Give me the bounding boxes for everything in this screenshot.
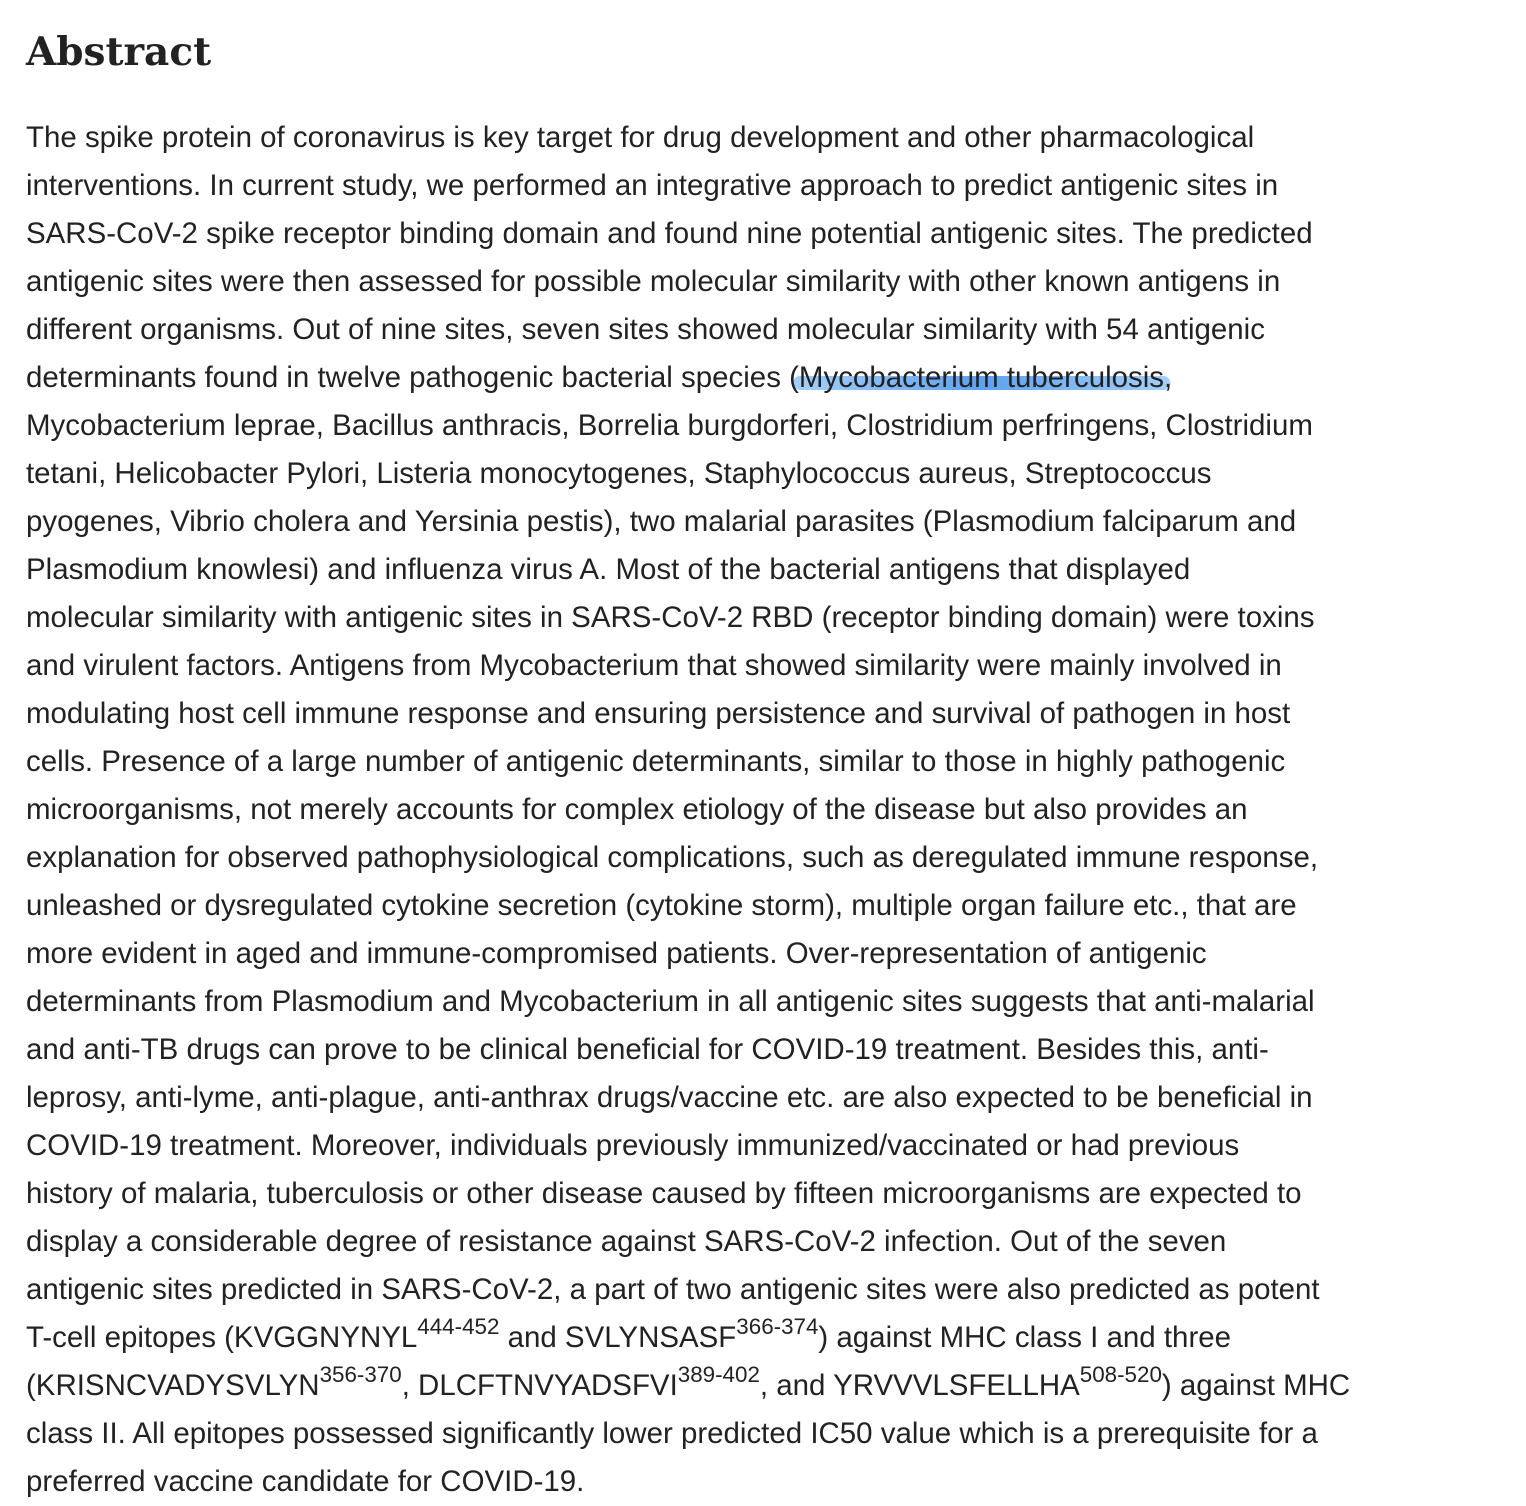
abstract-line: explanation for observed pathophysiological complications, such as deregulated immune response, bbox=[26, 841, 1319, 874]
abstract-line: pyogenes, Vibrio cholera and Yersinia pestis), two malarial parasites (Plasmodium falciparum and bbox=[26, 505, 1297, 538]
abstract-line: microorganisms, not merely accounts for complex etiology of the disease but also provides an bbox=[26, 793, 1248, 826]
abstract-line: different organisms. Out of nine sites, seven sites showed molecular similarity with 54 antigenic bbox=[26, 313, 1265, 346]
abstract-body bbox=[26, 114, 1506, 1506]
abstract-line: COVID-19 treatment. Moreover, individuals previously immunized/vaccinated or had previous bbox=[26, 1129, 1240, 1162]
abstract-text: , and YRVVVLSFELLHA bbox=[759, 1369, 1080, 1402]
abstract-text: ) against MHC bbox=[1161, 1369, 1351, 1402]
abstract-line bbox=[26, 1314, 1504, 1362]
epitope-range-superscript: 366-374 bbox=[736, 1314, 819, 1339]
epitope-range-superscript: 356-370 bbox=[319, 1362, 402, 1387]
abstract-line: history of malaria, tuberculosis or other disease caused by fifteen microorganisms are expected to bbox=[26, 1177, 1302, 1210]
abstract-text: determinants found in twelve pathogenic bacterial species ( bbox=[26, 361, 799, 394]
abstract-line bbox=[26, 354, 1504, 402]
abstract-line: SARS-CoV-2 spike receptor binding domain and found nine potential antigenic sites. The predicted bbox=[26, 217, 1313, 250]
abstract-line: leprosy, anti-lyme, anti-plague, anti-anthrax drugs/vaccine etc. are also expected to be beneficial in bbox=[26, 1081, 1313, 1114]
abstract-line: modulating host cell immune response and ensuring persistence and survival of pathogen in host bbox=[26, 697, 1291, 730]
epitope-range-superscript: 444-452 bbox=[417, 1314, 500, 1339]
abstract-section bbox=[26, 28, 1506, 1506]
abstract-line: tetani, Helicobacter Pylori, Listeria monocytogenes, Staphylococcus aureus, Streptococcus bbox=[26, 457, 1212, 490]
abstract-line: display a considerable degree of resistance against SARS-CoV-2 infection. Out of the seven bbox=[26, 1225, 1227, 1258]
abstract-line: antigenic sites predicted in SARS-CoV-2, a part of two antigenic sites were also predicted as potent bbox=[26, 1273, 1320, 1306]
abstract-text: , DLCFTNVYADSFVI bbox=[401, 1369, 678, 1402]
epitope-range-superscript: 389-402 bbox=[677, 1362, 760, 1387]
abstract-line: Plasmodium knowlesi) and influenza virus A. Most of the bacterial antigens that displayed bbox=[26, 553, 1191, 586]
abstract-text: (KRISNCVADYSVLYN bbox=[26, 1369, 320, 1402]
abstract-line: more evident in aged and immune-compromised patients. Over-representation of antigenic bbox=[26, 937, 1207, 970]
epitope-range-superscript: 508-520 bbox=[1079, 1362, 1162, 1387]
abstract-line: unleashed or dysregulated cytokine secretion (cytokine storm), multiple organ failure etc., that are bbox=[26, 889, 1297, 922]
abstract-text: , bbox=[1164, 361, 1173, 394]
abstract-text: ) against MHC class I and three bbox=[818, 1321, 1232, 1354]
abstract-heading: Abstract bbox=[26, 29, 212, 75]
abstract-line: and virulent factors. Antigens from Mycobacterium that showed similarity were mainly involved in bbox=[26, 649, 1282, 682]
abstract-line: and anti-TB drugs can prove to be clinical beneficial for COVID-19 treatment. Besides this, anti- bbox=[26, 1033, 1269, 1066]
abstract-text: and SVLYNSASF bbox=[499, 1321, 737, 1354]
abstract-line: class II. All epitopes possessed significantly lower predicted IC50 value which is a prerequisite for a bbox=[26, 1417, 1318, 1450]
abstract-line: determinants from Plasmodium and Mycobacterium in all antigenic sites suggests that anti-malarial bbox=[26, 985, 1315, 1018]
abstract-line: antigenic sites were then assessed for possible molecular similarity with other known antigens in bbox=[26, 265, 1281, 298]
abstract-line: cells. Presence of a large number of antigenic determinants, similar to those in highly pathogenic bbox=[26, 745, 1286, 778]
abstract-line: molecular similarity with antigenic sites in SARS-CoV-2 RBD (receptor binding domain) were toxins bbox=[26, 601, 1315, 634]
abstract-text: T-cell epitopes (KVGGNYNYL bbox=[26, 1321, 418, 1354]
abstract-line: Mycobacterium leprae, Bacillus anthracis, Borrelia burgdorferi, Clostridium perfringens, Clostridium bbox=[26, 409, 1313, 442]
highlighted-text-selection[interactable]: Mycobacterium tuberculosis bbox=[799, 354, 1164, 402]
abstract-line bbox=[26, 1362, 1504, 1410]
abstract-line: interventions. In current study, we performed an integrative approach to predict antigenic sites in bbox=[26, 169, 1279, 202]
abstract-line: preferred vaccine candidate for COVID-19. bbox=[26, 1465, 585, 1498]
abstract-line: The spike protein of coronavirus is key target for drug development and other pharmacological bbox=[26, 121, 1255, 154]
